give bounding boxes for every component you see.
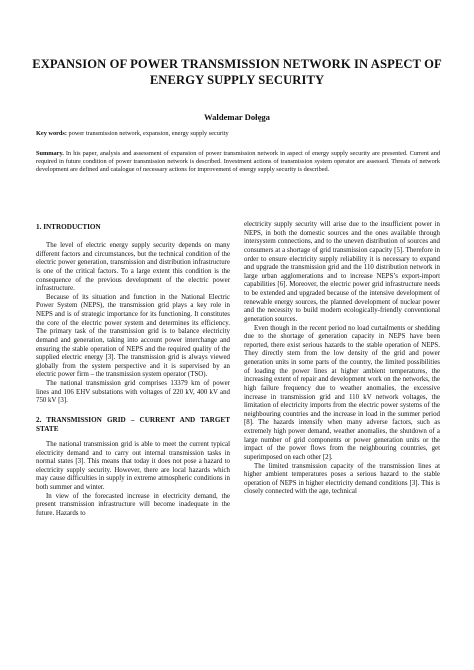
summary-label: Summary. [36, 150, 64, 157]
section-1-paragraph-1: The level of electric energy supply security depends on many different factors and circumstances, but the technical condition of the electric power generation, transmission and distribution infrastructure is one of the critical factors. To a large extent this condition is the consequence of the previous development of the electric power infrastructure. [36, 242, 230, 293]
section-2-paragraph-2-continued: electricity supply security will arise due to the insufficient power in NEPS, in both the domestic sources and the ones available through intersystem connections, and to the uneven distribution of sources and consumers at a shortage of grid transmission capacity [5]. Therefore in order to ensure electricity supply reliability it is necessary to expand and upgrade the transmission grid and the 110 distribution network in large urban agglomerations and to increase NEPS’s export-import capabilities [6]. Moreover, the electric power grid infrastructure needs to be extended and upgraded because of the intensive development of renewable energy sources, the planned development of nuclear power and the necessity to build modern ecologically-friendly conventional generation sources. [244, 221, 440, 323]
section-2-paragraph-3: Even though in the recent period no load curtailments or shedding due to the shortage of generation capacity in NEPS have been reported, there exist serious hazards to the stable operation of NEPS. They directly stem from the low density of the grid and power generation units in some parts of the country, the limited possibilities of loading the power lines at higher ambient temperatures, the increasing extent of repair and development work on the networks, the high failure frequency due to weather anomalies, the excessive increase in transmission grid and 110 kV network voltages, the limitation of electricity imports from the electric power systems of the neighbouring countries and the increase in load in the summer period [8]. The hazards intensify when many adverse factors, such as extremely high power demand, weather anomalies, the shutdown of a large number of grid components or power generation units or the impact of the power flows from the neighbouring countries, get superimposed on each other [2]. [244, 324, 440, 461]
section-1-heading: 1. INTRODUCTION [36, 223, 101, 231]
section-2-paragraph-1: The national transmission grid is able to meet the current typical electricity demand and to carry out internal transmission tasks in normal states [3]. This means that today it does not pose a hazard to electricity supply security. However, there are local hazards which may cause difficulties in supply in extreme atmospheric conditions in both summer and winter. [36, 440, 230, 491]
keywords-label: Key words: [36, 130, 67, 137]
paper-title: EXPANSION OF POWER TRANSMISSION NETWORK IN ASPECT OF ENERGY SUPPLY SECURITY [32, 57, 442, 87]
summary-text: In his paper, analysis and assessment of expansion of power transmission network in aspect of energy supply security are presented. Current and required in future condition of power transmission network is described. Investment actions of transmission system operator are assessed. Threats of network development are defined and catalogue of necessary actions for improvement of energy supply security is described. [36, 150, 440, 173]
keywords-line [36, 130, 440, 138]
section-2-paragraph-2-start: In view of the forecasted increase in electricity demand, the present transmission infrastructure will become inadequate in the future. Hazards to [36, 492, 230, 517]
keywords-text: power transmission network, expansion, energy supply security [66, 130, 229, 137]
section-1-paragraph-3: The national transmission grid comprises 13379 km of power lines and 106 EHV substations with voltages of 220 kV, 400 kV and 750 kV [3]. [36, 380, 230, 405]
section-2-paragraph-4: The limited transmission capacity of the transmission lines at higher ambient temperatures poses a serious hazard to the stable operation of NEPS in higher electricity demand conditions [3]. This is closely connected with the age, technical [244, 462, 440, 496]
author-name: Waldemar Dołęga [204, 112, 270, 122]
section-2-heading: 2. TRANSMISSION GRID – CURRENT AND TARGET STATE [36, 415, 230, 433]
section-1-paragraph-2: Because of its situation and function in the National Electric Power System (NEPS), the transmission grid plays a key role in NEPS and is of strategic importance for its functioning. It constitutes the core of the electric power system and determines its efficiency. The primary task of the transmission grid is to balance electricity demand and generation, taking into account power interchange and ensuring the stable operation of NEPS and the required quality of the supplied electric energy [3]. The transmission grid is always viewed globally from the system perspective and it is supervised by an electric power firm – the transmission system operator (TSO). [36, 293, 230, 379]
right-column [244, 221, 440, 497]
left-column [36, 223, 230, 519]
summary-block [36, 150, 440, 174]
